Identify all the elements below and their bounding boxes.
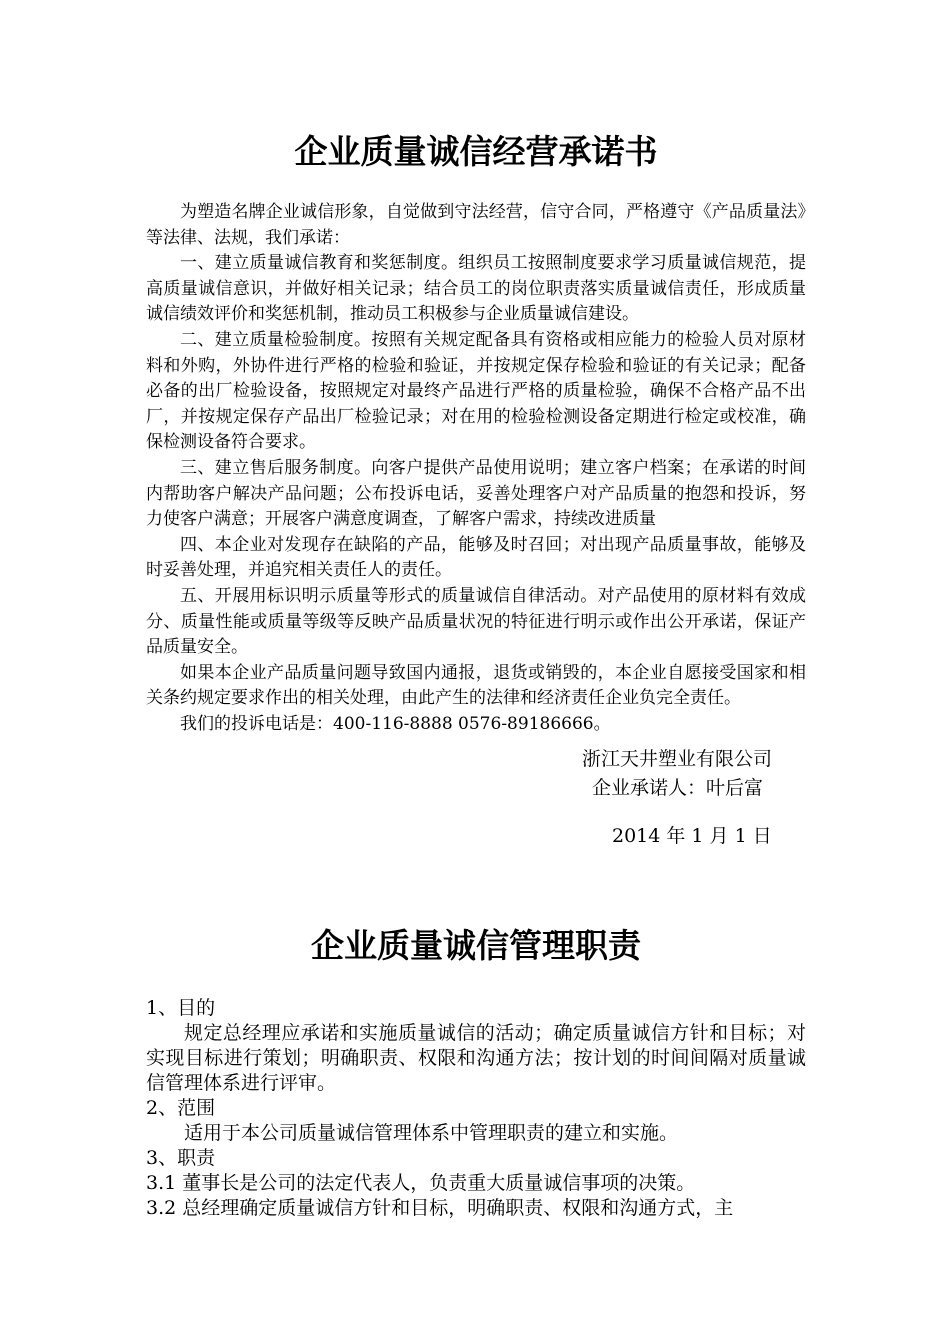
promise-paragraph: 五、开展用标识明示质量等形式的质量诚信自律活动。对产品使用的原材料有效成分、质量性能或质量等级等反映产品质量状况的特征进行明示或作出公开承诺，保证产品质量安全。: [146, 585, 806, 658]
duty-heading: 1、目的: [146, 997, 216, 1019]
promise-paragraph: 一、建立质量诚信教育和奖惩制度。组织员工按照制度要求学习质量诚信规范，提高质量诚信意识，并做好相关记录；结合员工的岗位职责落实质量诚信责任，形成质量诚信绩效评价和奖惩机制，推动员工积极参与企业质量诚信建设。: [146, 253, 806, 325]
promise-paragraph: 如果本企业产品质量问题导致国内通报，退货或销毁的，本企业自愿接受国家和相关条约规定要求作出的相关处理，由此产生的法律和经济责任企业负完全责任。: [146, 662, 806, 709]
company-name: 浙江天井塑业有限公司: [582, 748, 773, 770]
section-title: 企业质量诚信管理职责: [311, 926, 641, 965]
promise-body: [146, 200, 806, 737]
duty-paragraph: 适用于本公司质量诚信管理体系中管理职责的建立和实施。: [184, 1122, 679, 1144]
duty-item: 3.2 总经理确定质量诚信方针和目标，明确职责、权限和沟通方式，主: [146, 1197, 734, 1219]
promise-paragraph: 二、建立质量检验制度。按照有关规定配备具有资格或相应能力的检验人员对原材料和外购，外协件进行严格的检验和验证，并按规定保存检验和验证的有关记录；配备必备的出厂检验设备，按照规定对最终产品进行严格的质量检验，确保不合格产品不出厂，并按规定保存产品出厂检验记录；对在用的检验检测设备定期进行检定或校准，确保检测设备符合要求。: [146, 329, 806, 453]
promise-paragraph: 三、建立售后服务制度。向客户提供产品使用说明；建立客户档案；在承诺的时间内帮助客户解决产品问题；公布投诉电话，妥善处理客户对产品质量的抱怨和投诉，努力使客户满意；开展客户满意度调查，了解客户需求，持续改进质量: [146, 457, 806, 530]
duty-paragraph: 规定总经理应承诺和实施质量诚信的活动；确定质量诚信方针和目标；对实现目标进行策划；明确职责、权限和沟通方法；按计划的时间间隔对质量诚信管理体系进行评审。: [146, 1022, 806, 1094]
duty-heading: 3、职责: [146, 1147, 216, 1169]
sign-date: 2014 年 1 月 1 日: [612, 825, 772, 847]
complaint-phone: 我们的投诉电话是：400-116-8888 0576-89186666。: [180, 713, 611, 734]
page-title: 企业质量诚信经营承诺书: [294, 132, 658, 171]
duty-heading: 2、范围: [146, 1097, 216, 1119]
promise-paragraph: 四、本企业对发现存在缺陷的产品，能够及时召回；对出现产品质量事故，能够及时妥善处理，并追究相关责任人的责任。: [146, 534, 806, 581]
duties-body: [146, 996, 806, 1221]
promise-paragraph: 为塑造名牌企业诚信形象，自觉做到守法经营，信守合同，严格遵守《产品质量法》等法律、法规，我们承诺：: [146, 202, 806, 248]
promiser: 企业承诺人：叶后富: [592, 777, 764, 799]
duty-item: 3.1 董事长是公司的法定代表人，负责重大质量诚信事项的决策。: [146, 1172, 696, 1194]
